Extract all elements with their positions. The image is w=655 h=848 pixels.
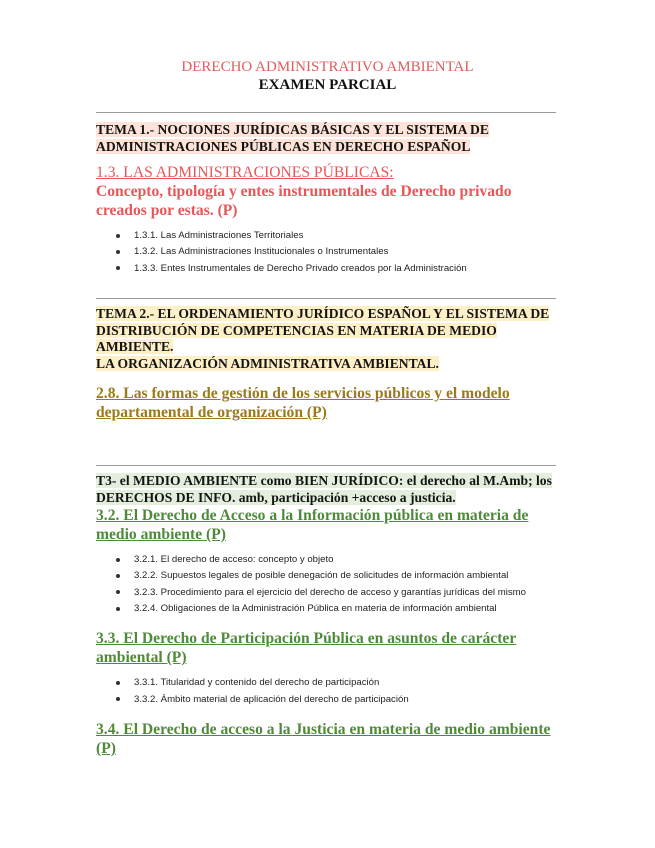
tema-3-title: T3- el MEDIO AMBIENTE como BIEN JURÍDICO: el derecho al M.Amb; los DERECHOS DE INFO. amb, participación +acceso a justicia. [96, 473, 552, 505]
bullet-icon [116, 234, 120, 238]
bullet-icon [116, 250, 120, 254]
list-item: 3.2.4. Obligaciones de la Administración Pública en materia de información ambiental [96, 601, 558, 617]
list-item: 3.3.2. Ámbito material de aplicación del derecho de participación [96, 692, 558, 708]
list-item: 3.2.2. Supuestos legales de posible denegación de solicitudes de información ambiental [96, 568, 558, 584]
section-3-2-list [96, 552, 558, 617]
list-item: 3.2.1. El derecho de acceso: concepto y objeto [96, 552, 558, 568]
section-3-4-heading: 3.4. El Derecho de acceso a la Justicia en materia de medio ambiente (P) [96, 720, 551, 757]
section-3-2-heading: 3.2. El Derecho de Acceso a la Información pública en materia de medio ambiente (P) [96, 507, 529, 544]
section-1-3-heading: 1.3. LAS ADMINISTRACIONES PÚBLICAS: [96, 164, 394, 182]
tema-1-block [96, 122, 558, 277]
section-1-3-list [96, 228, 558, 277]
bullet-icon [116, 558, 120, 562]
list-item: 3.2.3. Procedimiento para el ejercicio del derecho de acceso y garantías jurídicas del mismo [96, 585, 558, 601]
bullet-icon [116, 697, 120, 701]
document-title: DERECHO ADMINISTRATIVO AMBIENTAL [181, 59, 474, 75]
divider [96, 112, 556, 113]
tema-3-block [96, 473, 558, 758]
list-item: 3.3.1. Titularidad y contenido del derecho de participación [96, 675, 558, 691]
list-item: 1.3.2. Las Administraciones Institucionales o Instrumentales [96, 244, 558, 260]
section-3-3-heading: 3.3. El Derecho de Participación Pública en asuntos de carácter ambiental (P) [96, 630, 517, 667]
bullet-icon [116, 681, 120, 685]
bullet-icon [116, 607, 120, 611]
section-1-3-description: Concepto, tipología y entes instrumentales de Derecho privado creados por estas. (P) [96, 183, 512, 220]
divider [96, 298, 556, 299]
list-item: 1.3.3. Entes Instrumentales de Derecho Privado creados por la Administración [96, 261, 558, 277]
divider [96, 465, 556, 466]
section-2-8-heading: 2.8. Las formas de gestión de los servicios públicos y el modelo departamental de organización (P) [96, 385, 510, 422]
bullet-icon [116, 266, 120, 270]
bullet-icon [116, 590, 120, 594]
document-subtitle: EXAMEN PARCIAL [258, 77, 397, 93]
tema-2-block [96, 306, 558, 422]
list-item: 1.3.1. Las Administraciones Territoriales [96, 228, 558, 244]
tema-2-title: TEMA 2.- EL ORDENAMIENTO JURÍDICO ESPAÑOL Y EL SISTEMA DE DISTRIBUCIÓN DE COMPETENCIAS EN MATERIA DE MEDIO AMBIENTE. [96, 306, 550, 355]
bullet-icon [116, 574, 120, 578]
section-3-3-list [96, 675, 558, 708]
tema-1-title: TEMA 1.- NOCIONES JURÍDICAS BÁSICAS Y EL SISTEMA DE ADMINISTRACIONES PÚBLICAS EN DERECHO ESPAÑOL [96, 122, 489, 154]
tema-2-subtitle: LA ORGANIZACIÓN ADMINISTRATIVA AMBIENTAL. [96, 355, 439, 371]
